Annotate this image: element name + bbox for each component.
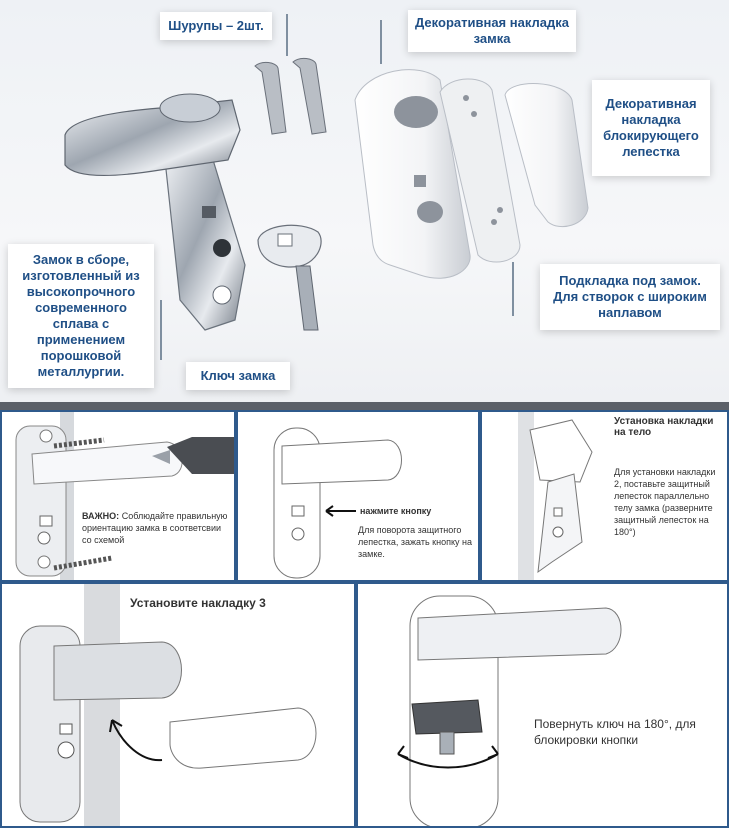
lock-cover-leader	[380, 20, 382, 64]
parts-overview	[0, 0, 729, 402]
step3-title: Установка накладки на тело	[614, 416, 714, 438]
step-panel-2	[236, 410, 480, 582]
spacer-label-text: Подкладка под замок. Для створок с широким наплавом	[553, 273, 707, 320]
petal-cover-label	[592, 80, 710, 176]
key-label-text: Ключ замка	[200, 368, 276, 383]
lock-cover-label-text: Декоративная накладка замка	[415, 15, 569, 46]
lock-assembly-label	[8, 244, 154, 388]
step1-note	[82, 510, 232, 546]
key-label	[186, 362, 290, 390]
screws-label	[160, 12, 272, 40]
step2-press-label: нажмите кнопку	[360, 506, 432, 516]
step1-text: Соблюдайте правильную ориентацию замка в соответсвии со схемой	[82, 511, 228, 545]
step1-important-label: ВАЖНО:	[82, 511, 120, 521]
step-panel-3	[480, 410, 729, 582]
step-panel-5	[356, 582, 729, 828]
step5-illustration	[358, 584, 729, 828]
screws-label-text: Шурупы – 2шт.	[168, 18, 264, 33]
screws-image	[255, 58, 326, 134]
step4-title: Установите накладку 3	[130, 596, 266, 610]
lock-assembly-leader	[160, 300, 162, 360]
lock-cover-label	[408, 10, 576, 52]
section-separator	[0, 402, 729, 410]
step1-illustration	[2, 412, 236, 582]
step-panel-1	[0, 410, 236, 582]
spacer-leader	[512, 262, 514, 316]
petal-cover-label-text: Декоративная накладка блокирующего лепестка	[603, 96, 699, 159]
lock-assembly-label-text: Замок в сборе, изготовленный из высокопрочного современного сплава с применением порошковой металлургии.	[22, 252, 140, 379]
step4-illustration	[2, 584, 356, 828]
step5-text: Повернуть ключ на 180°, для блокировки кнопки	[534, 717, 696, 747]
key-image	[258, 225, 321, 330]
spacer-label	[540, 264, 720, 330]
step-panel-4	[0, 582, 356, 828]
screws-leader	[286, 14, 288, 56]
step3-text: Для установки накладки 2, поставьте защитный лепесток параллельно телу замка (разверните защитный лепесток на 180°)	[614, 467, 716, 537]
step2-text: Для поворота защитного лепестка, зажать кнопку на замке.	[358, 525, 472, 559]
petal-cover-image	[505, 84, 588, 227]
